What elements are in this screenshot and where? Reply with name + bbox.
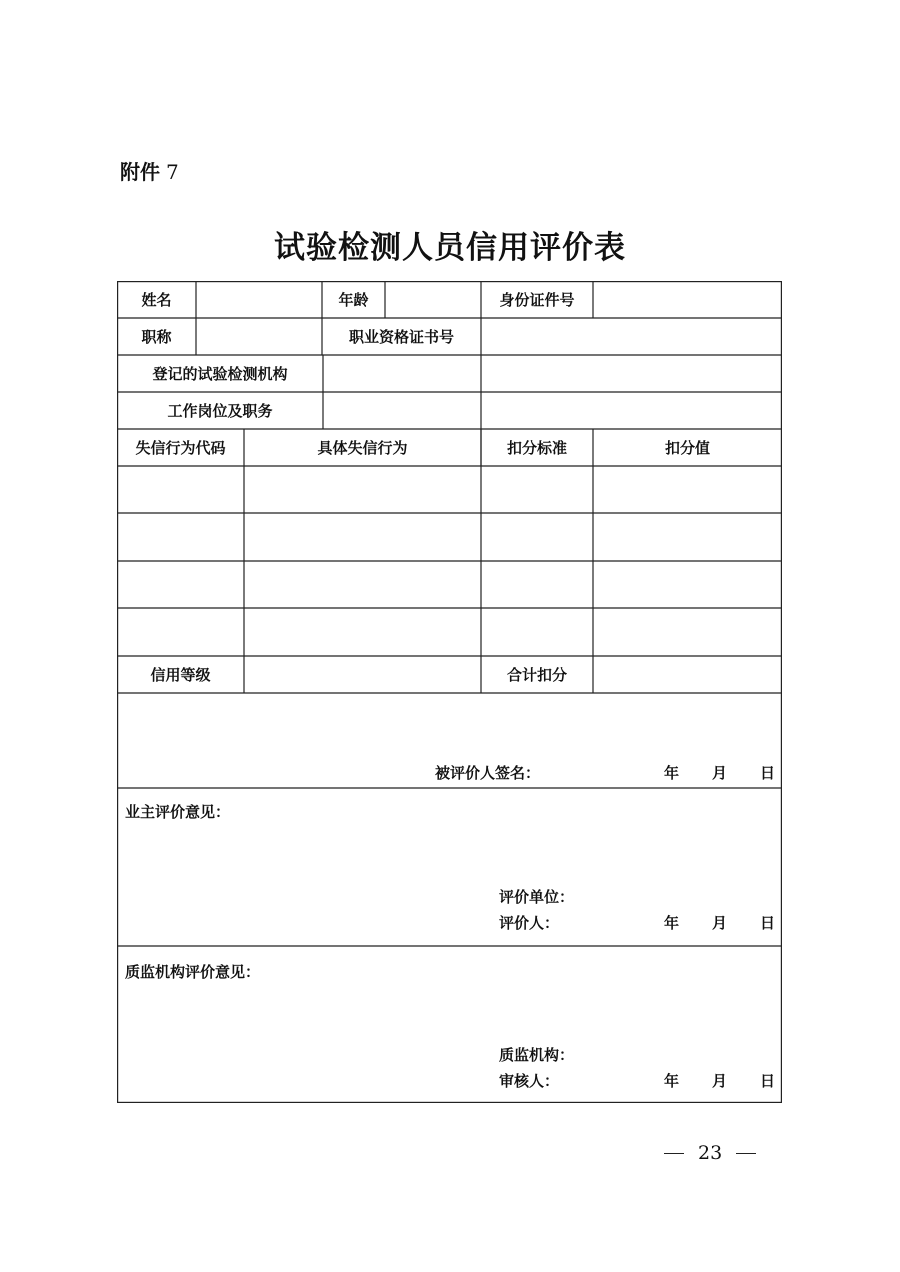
evaluator-label: 评价人： — [499, 914, 560, 932]
col-header-behavior: 具体失信行为 — [317, 439, 408, 457]
eval-unit-label: 评价单位： — [499, 888, 575, 906]
col-header-value: 扣分值 — [664, 439, 710, 457]
owner-year: 年 — [664, 914, 680, 932]
supervision-month: 月 — [712, 1072, 728, 1090]
org-field[interactable] — [323, 355, 782, 392]
attachment-label — [120, 156, 179, 185]
name-field[interactable] — [196, 281, 322, 318]
age-label: 年龄 — [338, 291, 369, 309]
col-header-standard: 扣分标准 — [506, 439, 567, 457]
evaluation-form — [117, 281, 782, 1103]
attachment-word: 附件 — [120, 160, 160, 184]
sign-year: 年 — [664, 764, 680, 782]
table-row[interactable] — [117, 561, 782, 608]
table-row[interactable] — [117, 466, 782, 513]
post-label: 工作岗位及职务 — [167, 402, 273, 420]
id-field[interactable] — [593, 281, 782, 318]
job-title-label: 职称 — [141, 328, 172, 346]
cert-field[interactable] — [481, 318, 782, 355]
evaluee-signature-label: 被评价人签名： — [435, 764, 541, 782]
owner-opinion-label: 业主评价意见： — [125, 803, 231, 821]
table-row[interactable] — [117, 608, 782, 656]
page-footer — [664, 1142, 756, 1164]
name-label: 姓名 — [141, 291, 172, 309]
total-deduction-label: 合计扣分 — [506, 666, 567, 684]
job-title-field[interactable] — [196, 318, 322, 355]
supervision-day: 日 — [760, 1072, 776, 1090]
credit-level-field[interactable] — [244, 656, 481, 693]
page-title: 试验检测人员信用评价表 — [274, 230, 626, 266]
supervision-opinion-label: 质监机构评价意见： — [125, 963, 261, 981]
supervision-year: 年 — [664, 1072, 680, 1090]
footer-dash-left — [664, 1153, 684, 1154]
credit-level-label: 信用等级 — [150, 666, 211, 684]
org-label: 登记的试验检测机构 — [152, 365, 288, 383]
post-field[interactable] — [323, 392, 782, 429]
sign-day: 日 — [760, 764, 776, 782]
owner-month: 月 — [712, 914, 728, 932]
page-number: 23 — [698, 1142, 723, 1164]
id-label: 身份证件号 — [499, 291, 575, 309]
footer-dash-right — [736, 1153, 756, 1154]
sign-month: 月 — [712, 764, 728, 782]
reviewer-label: 审核人： — [499, 1072, 560, 1090]
supervision-org-label: 质监机构： — [499, 1046, 575, 1064]
col-header-code: 失信行为代码 — [135, 439, 226, 457]
owner-day: 日 — [760, 914, 776, 932]
attachment-number: 7 — [166, 160, 179, 184]
age-field[interactable] — [385, 281, 481, 318]
total-deduction-field[interactable] — [593, 656, 782, 693]
cert-label: 职业资格证书号 — [348, 328, 454, 346]
table-row[interactable] — [117, 513, 782, 561]
